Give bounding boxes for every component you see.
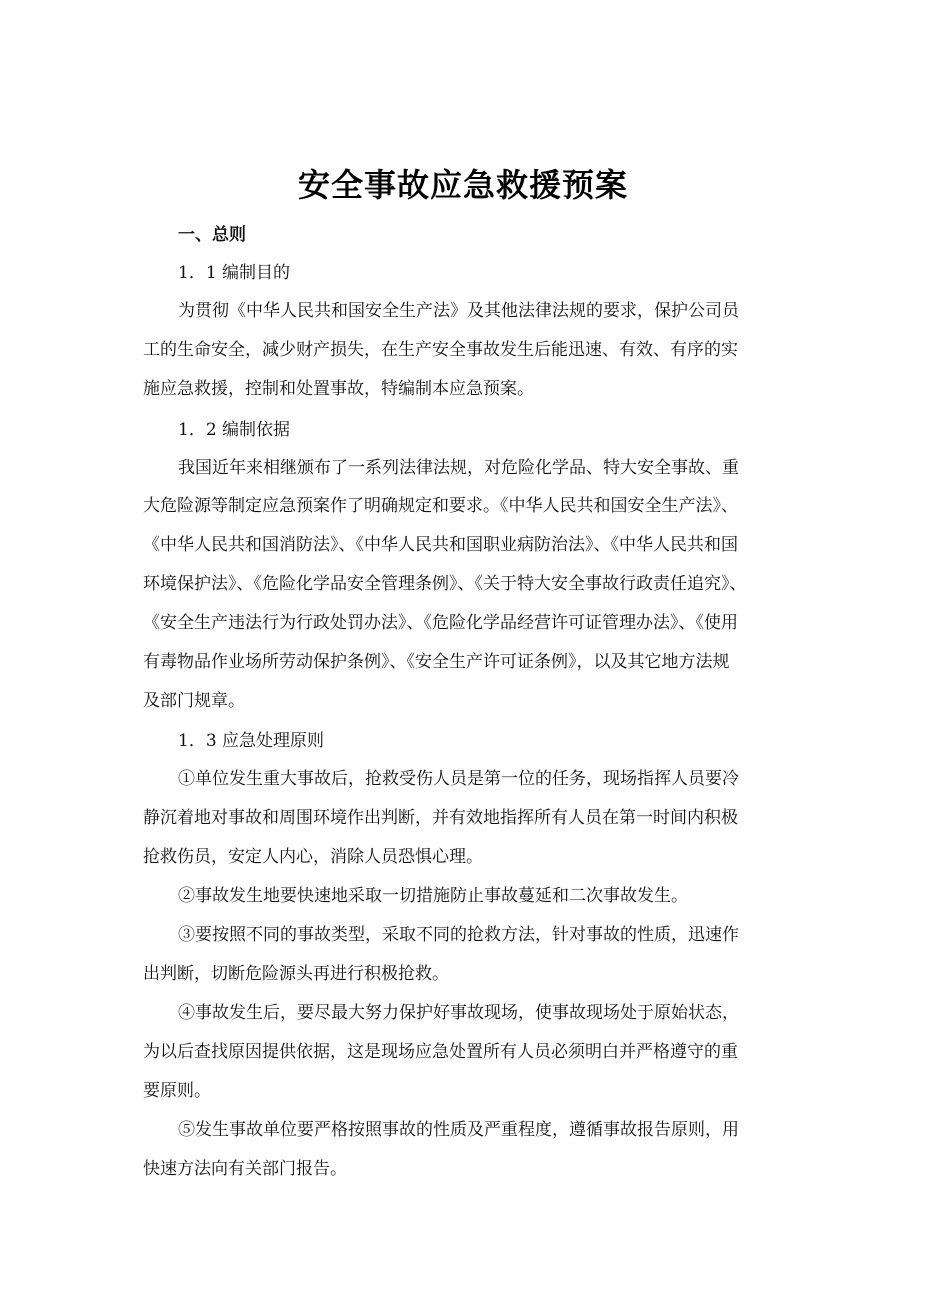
section-heading-general: 一、总则 (178, 225, 246, 245)
subsection-heading-principles: 1．3 应急处理原则 (178, 731, 325, 751)
paragraph-line: 静沉着地对事故和周围环境作出判断，并有效地指挥所有人员在第一时间内积极 (143, 808, 738, 828)
paragraph-line: 抢救伤员，安定人内心，消除人员恐惧心理。 (143, 847, 483, 867)
subsection-heading-basis: 1．2 编制依据 (178, 420, 291, 440)
paragraph-line: 《中华人民共和国消防法》、《中华人民共和国职业病防治法》、《中华人民共和国 (143, 535, 738, 555)
paragraph-line: 为以后查找原因提供依据，这是现场应急处置所有人员必须明白并严格遵守的重 (143, 1042, 738, 1062)
subsection-heading-purpose: 1．1 编制目的 (178, 263, 291, 283)
paragraph-line: 及部门规章。 (143, 691, 245, 711)
paragraph-line: ④事故发生后，要尽最大努力保护好事故现场，使事故现场处于原始状态， (178, 1003, 739, 1023)
paragraph-line: 为贯彻《中华人民共和国安全生产法》及其他法律法规的要求，保护公司员 (178, 301, 739, 321)
paragraph-line: 快速方法向有关部门报告。 (143, 1159, 347, 1179)
paragraph-line: 工的生命安全，减少财产损失，在生产安全事故发生后能迅速、有效、有序的实 (143, 340, 738, 360)
paragraph-line: 要原则。 (143, 1081, 211, 1101)
paragraph-line: 有毒物品作业场所劳动保护条例》、《安全生产许可证条例》，以及其它地方法规 (143, 652, 730, 672)
paragraph-line: ②事故发生地要快速地采取一切措施防止事故蔓延和二次事故发生。 (178, 886, 688, 906)
paragraph-line: ①单位发生重大事故后，抢救受伤人员是第一位的任务，现场指挥人员要冷 (178, 769, 739, 789)
paragraph-line: 《安全生产违法行为行政处罚办法》、《危险化学品经营许可证管理办法》、《使用 (143, 613, 738, 633)
paragraph-line: 环境保护法》、《危险化学品安全管理条例》、《关于特大安全事故行政责任追究》、 (143, 574, 747, 594)
paragraph-line: ⑤发生事故单位要严格按照事故的性质及严重程度，遵循事故报告原则，用 (178, 1120, 739, 1140)
paragraph-line: 大危险源等制定应急预案作了明确规定和要求。《中华人民共和国安全生产法》、 (143, 496, 738, 516)
paragraph-line: 施应急救援，控制和处置事故，特编制本应急预案。 (143, 379, 534, 399)
paragraph-line: 我国近年来相继颁布了一系列法律法规，对危险化学品、特大安全事故、重 (178, 458, 739, 478)
document-title: 安全事故应急救援预案 (297, 166, 628, 204)
paragraph-line: ③要按照不同的事故类型，采取不同的抢救方法，针对事故的性质，迅速作 (178, 925, 739, 945)
paragraph-line: 出判断，切断危险源头再进行积极抢救。 (143, 964, 449, 984)
